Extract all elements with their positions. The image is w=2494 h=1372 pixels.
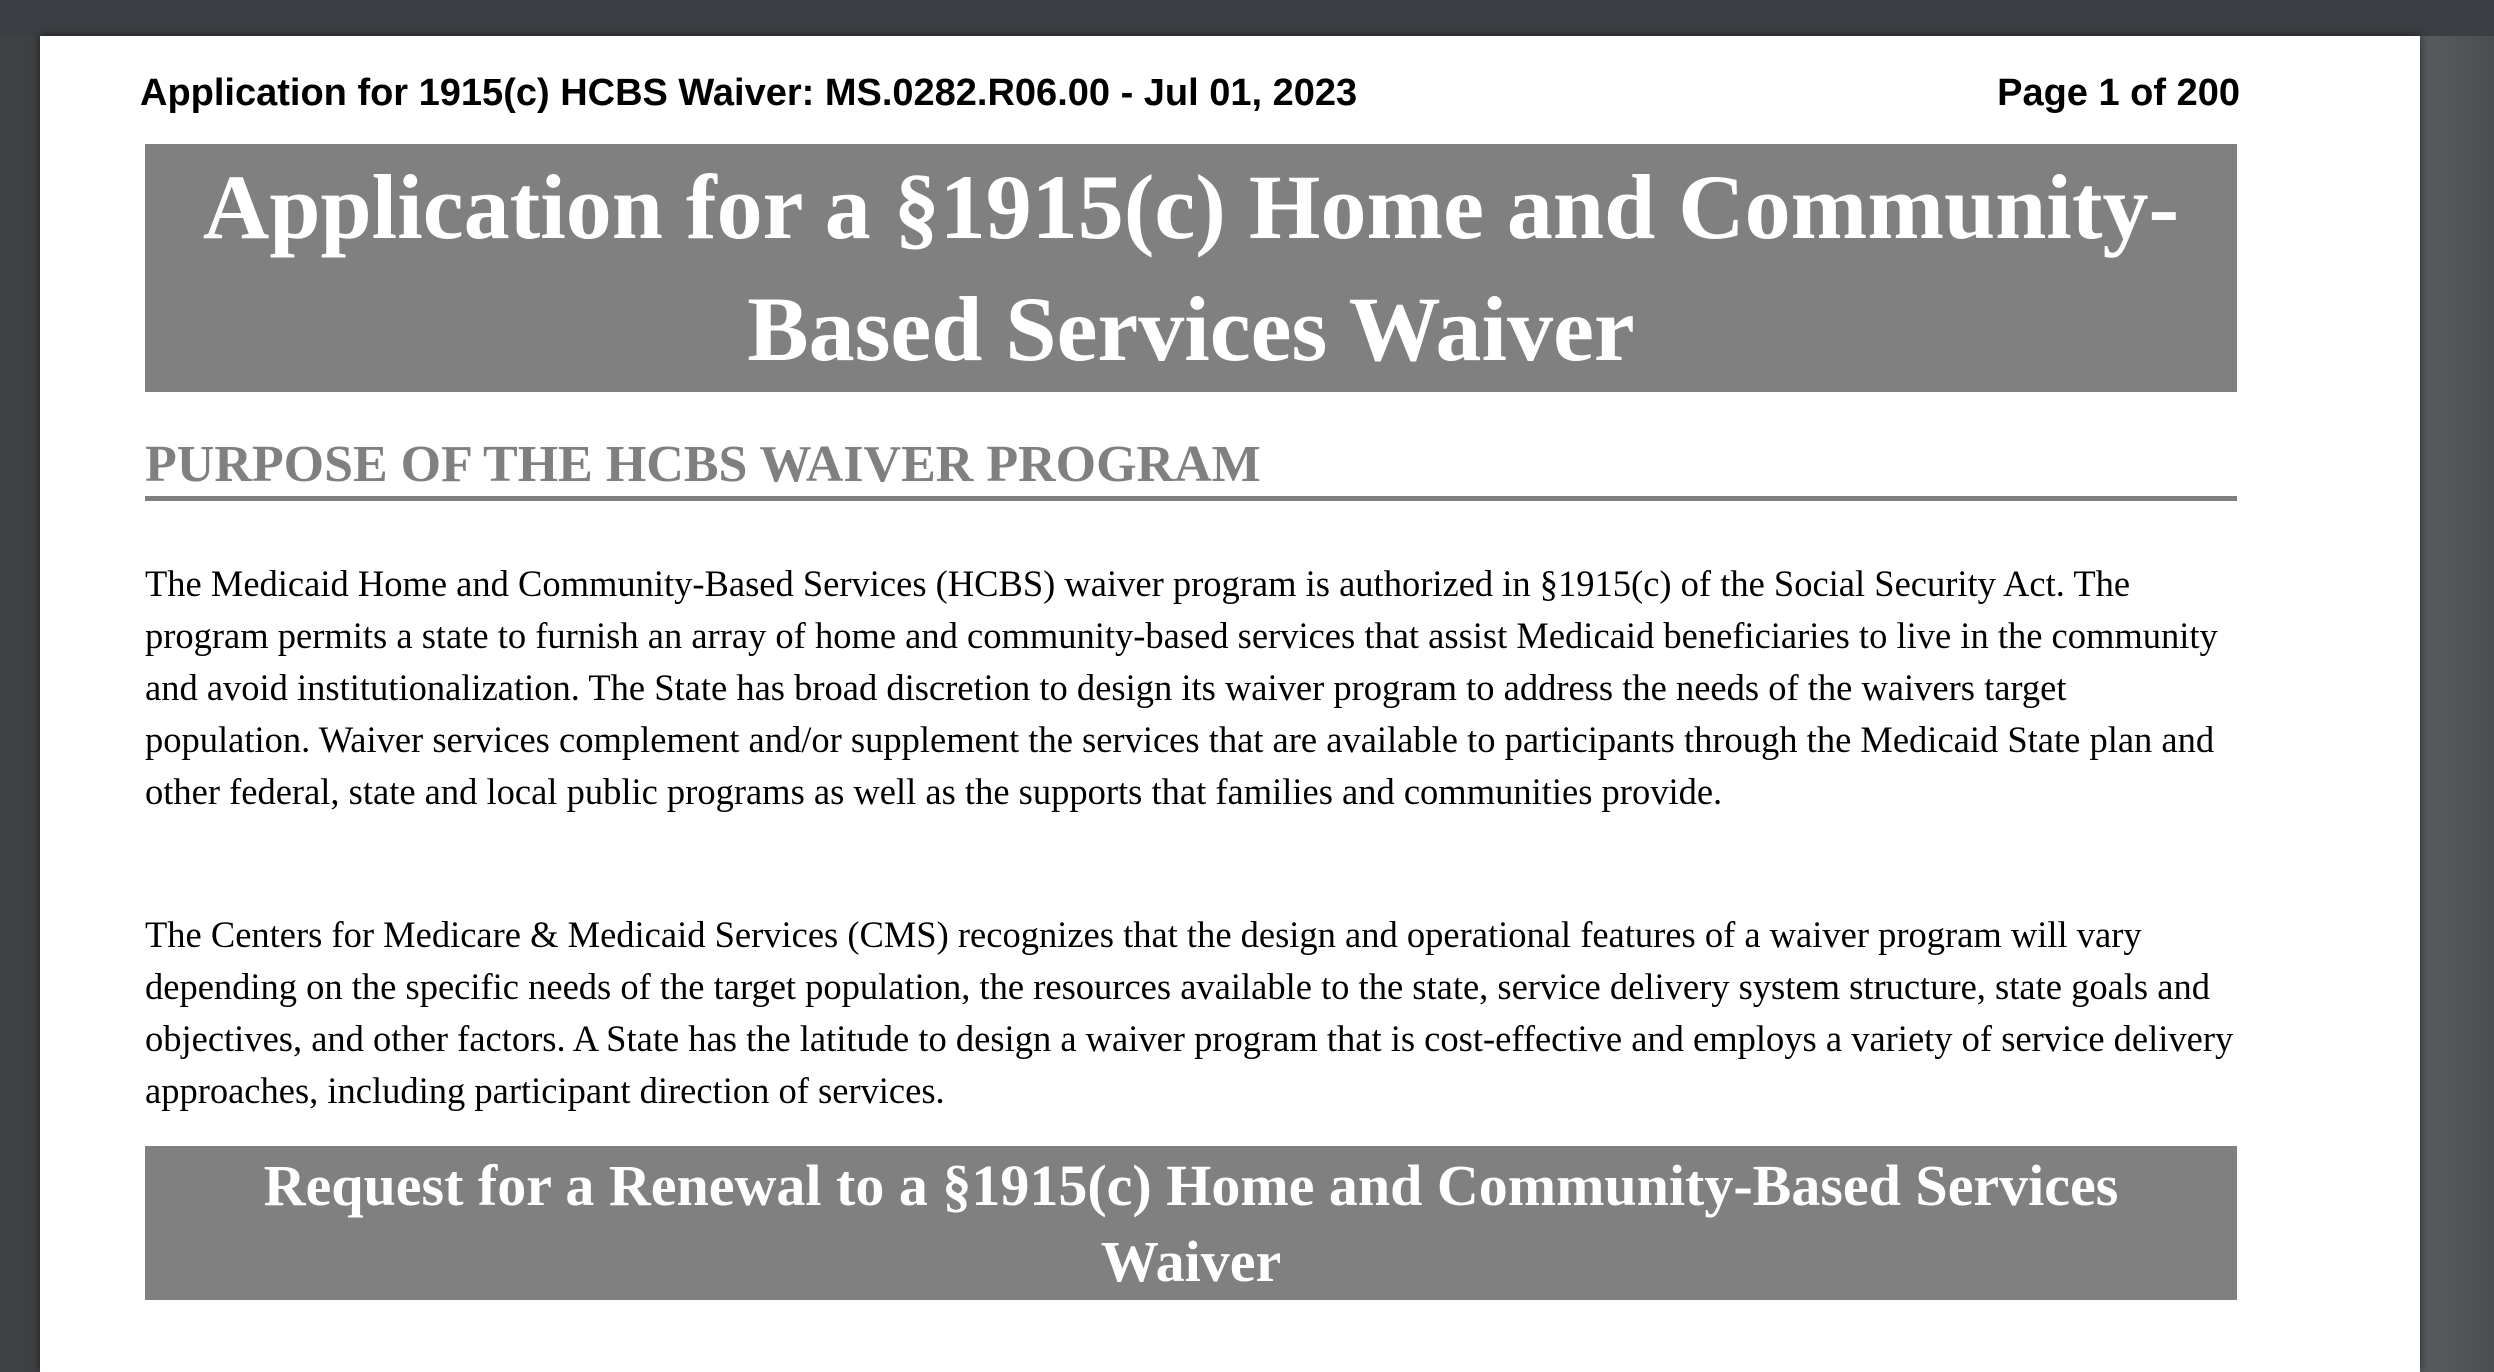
header-document-title: Application for 1915(c) HCBS Waiver: MS.0282.R06.00 - Jul 01, 2023 [140, 72, 1358, 114]
request-renewal-banner: Request for a Renewal to a §1915(c) Home and Community-Based Services Waiver [145, 1146, 2237, 1300]
header-page-number: Page 1 of 200 [1997, 72, 2240, 114]
title-banner: Application for a §1915(c) Home and Community-Based Services Waiver [145, 144, 2237, 392]
viewer-toolbar-strip [0, 0, 2494, 36]
purpose-section-heading: PURPOSE OF THE HCBS WAIVER PROGRAM [145, 434, 2237, 501]
viewer-scroll-gutter [2420, 36, 2494, 1372]
purpose-paragraph-1: The Medicaid Home and Community-Based Services (HCBS) waiver program is authorized in §1915(c) of the Social Security Act. The program permits a state to furnish an array of home and community-based services that assist Medicaid beneficiaries to live in the community and avoid institutionalization. The State has broad discretion to design its waiver program to address the needs of the waivers target population. Waiver services complement and/or supplement the services that are available to participants through the Medicaid State plan and other federal, state and local public programs as well as the supports that families and communities provide. [145, 563, 2218, 812]
purpose-paragraph-2: The Centers for Medicare & Medicaid Services (CMS) recognizes that the design and operational features of a waiver program will vary depending on the specific needs of the target population, the resources available to the state, service delivery system structure, state goals and objectives, and other factors. A State has the latitude to design a waiver program that is cost-effective and employs a variety of service delivery approaches, including participant direction of services. [145, 914, 2234, 1111]
page-header [140, 72, 2240, 122]
